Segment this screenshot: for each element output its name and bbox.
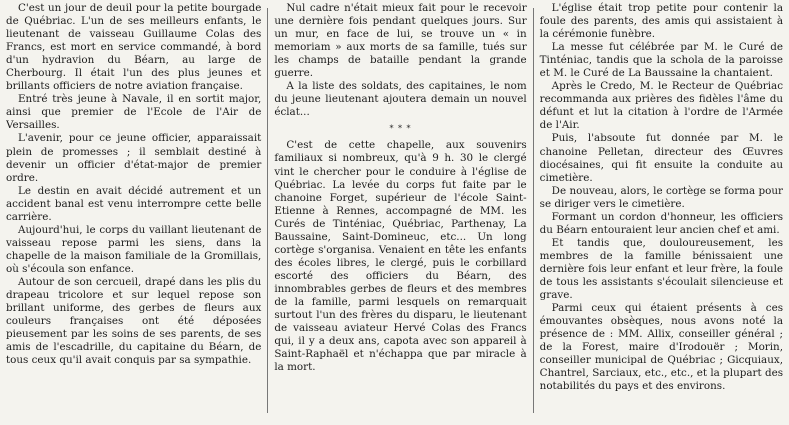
paragraph: De nouveau, alors, le cortège se forma pour se diriger vers le cimetière.: [539, 184, 784, 210]
paragraph: Autour de son cercueil, drapé dans les plis du drapeau tricolore et sur lequel repose son brillant uniforme, des gerbes de fleurs aux couleurs françaises ont été déposées pieusement par les soins de ses parents, de ses amis de l'escadrille, du capitaine du Béarn, de tous ceux qu'il avait conquis par sa sympathie.: [6, 275, 262, 367]
paragraph: C'est de cette chapelle, aux souvenirs familiaux si nombreux, qu'à 9 h. 30 le clergé vint le chercher pour le conduire à l'église de Québriac. La levée du corps fut faite par le chanoine Forget, supérieur de l'école Saint-Etienne à Rennes, accompagné de MM. les Curés de Tinténiac, Québriac, Parthenay, La Baussaine, Saint-Domineuc, etc... Un long cortège s'organisa. Venaient en tête les enfants des écoles libres, le clergé, puis le corbillard escorté des officiers du Béarn, des innombrables gerbes de fleurs et des membres de la famille, parmi lesquels on remarquait surtout l'un des frères du disparu, le lieutenant de vaisseau aviateur Hervé Colas des Francs qui, il y a deux ans, capota avec son appareil à Saint-Raphaël et n'échappa que par miracle à la mort.: [274, 139, 527, 374]
column-3: [534, 2, 783, 425]
section-separator: * * *: [389, 124, 412, 134]
paragraph: Et tandis que, douloureusement, les membres de la famille bénissaient une dernière fois leur enfant et leur frère, la foule de tous les assistants s'écoulait silencieuse et grave.: [539, 236, 784, 302]
column-1: [6, 2, 267, 425]
paragraph: C'est un jour de deuil pour la petite bourgade de Québriac. L'un de ses meilleurs enfants, le lieutenant de vaisseau Guillaume Colas des Francs, est mort en service commandé, à bord d'un hydravion du Béarn, au large de Cherbourg. Il était l'un des plus jeunes et brillants officiers de notre aviation française.: [6, 2, 262, 93]
paragraph: Le destin en avait décidé autrement et un accident banal est venu interrompre cette belle carrière.: [6, 184, 262, 223]
paragraph: Entré très jeune à Navale, il en sortit major, ainsi que premier de l'Ecole de l'Air de Versailles.: [6, 93, 262, 132]
paragraph: Aujourd'hui, le corps du vaillant lieutenant de vaisseau repose parmi les siens, dans la chapelle de la maison familiale de la Gromillais, où s'écoula son enfance.: [6, 223, 262, 275]
paragraph: A la liste des soldats, des capitaines, le nom du jeune lieutenant ajoutera demain un nouvel éclat...: [274, 80, 527, 119]
paragraph: Après le Credo, M. le Recteur de Québriac recommanda aux prières des fidèles l'âme du défunt et lut la citation à l'ordre de l'Armée de l'Air.: [539, 80, 784, 132]
column-2: [268, 2, 532, 425]
paragraph: L'avenir, pour ce jeune officier, apparaissait plein de promesses ; il semblait destiné à devenir un officier d'état-major de premier ordre.: [6, 132, 262, 184]
paragraph: La messe fut célébrée par M. le Curé de Tinténiac, tandis que la schola de la paroisse et M. le Curé de La Baussaine la chantaient.: [539, 41, 784, 80]
paragraph: Puis, l'absoute fut donnée par M. le chanoine Pelletan, directeur des Œuvres diocésaines, qui fit ensuite la conduite au cimetière.: [539, 132, 784, 184]
paragraph: Parmi ceux qui étaient présents à ces émouvantes obsèques, nous avons noté la présence de : MM. Allix, conseiller général ; de la Forest, maire d'Irodouër ; Morin, conseiller municipal de Québriac ; Gicquiaux, Chantrel, Sarciaux, etc., etc., et la plupart des notabilités du pays et des environs.: [539, 302, 784, 393]
paragraph: Formant un cordon d'honneur, les officiers du Béarn entouraient leur ancien chef et ami.: [539, 210, 784, 236]
paragraph: L'église était trop petite pour contenir la foule des parents, des amis qui assistaient à la cérémonie funèbre.: [539, 2, 784, 41]
paragraph: Nul cadre n'était mieux fait pour le recevoir une dernière fois pendant quelques jours. Sur un mur, en face de lui, se trouve un « in memoriam » aux morts de sa famille, tués sur les champs de bataille pendant la grande guerre.: [274, 2, 527, 80]
